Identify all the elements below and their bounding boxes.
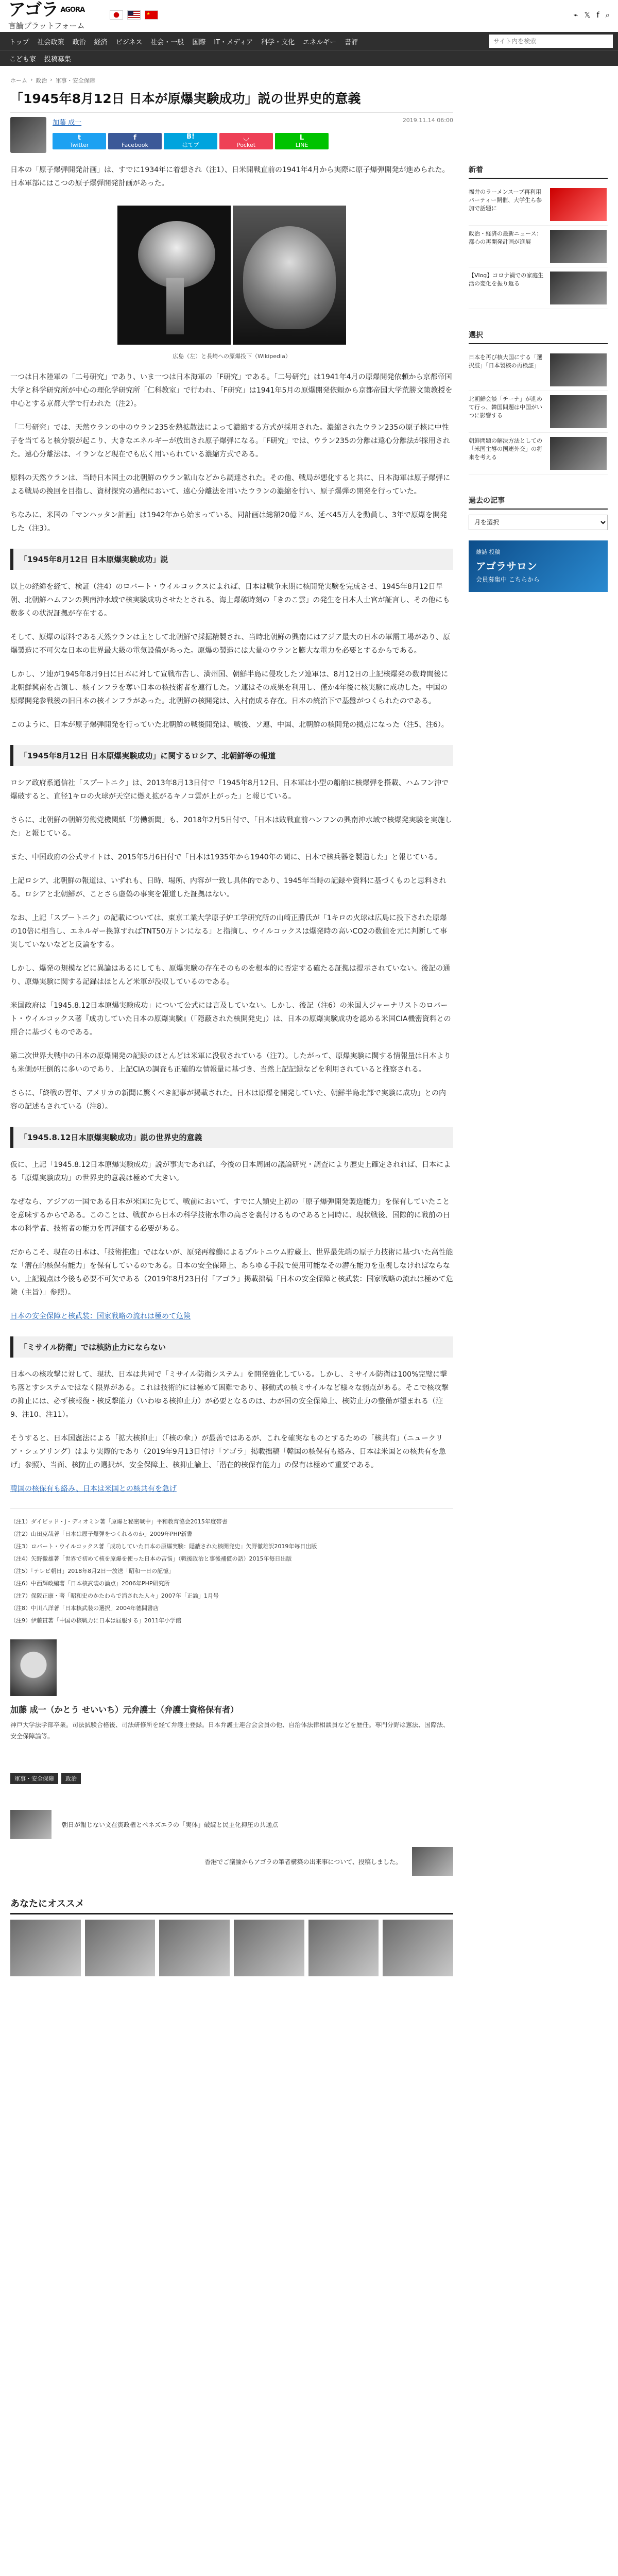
nav-it-media[interactable]: IT・メディア bbox=[214, 38, 253, 46]
twitter-icon: t bbox=[77, 133, 81, 142]
paragraph: そうすると、日本国憲法による「拡大核抑止」（「核の傘」）が最善ではあるが、これを確実なものとするための「核共有」（ニュークリア・シェアリング）はより実際的であり（2019年9月13日付け「アゴラ」掲載拙稿「韓国の核保有も絡み、日本は米国との核共有を急げ」参照）、当面、核防止の選択が、安全保障上、核抑止論上、「潜在的核保有能力」の保有は極めて重要である。 bbox=[10, 1434, 446, 1469]
tag-list bbox=[10, 1773, 453, 1784]
chinese-flag-icon[interactable] bbox=[145, 10, 158, 20]
facebook-icon: f bbox=[133, 133, 136, 142]
section-heading: 「1945年8月12日 日本原爆実験成功」説 bbox=[10, 549, 453, 570]
paragraph: さらに、北朝鮮の朝鮮労働党機関紙「労働新聞」も、2018年2月5日付で、「日本は敗戦直前ハンフンの興南沖水域で核爆発実験を実施した」と報じている。 bbox=[10, 816, 452, 838]
section-heading: 「ミサイル防衛」では核防止力にならない bbox=[10, 1336, 453, 1358]
paragraph: なぜなら、アジアの一国である日本が米国に先じて、戦前において、すでに人類史上初の「原子爆弾開発製造能力」を保有していたことを意味するからである。このことは、戦前から日本の科学技術水準の高さを裏付けるものであると同時に、現状戦後、国際的に戦前の日本の科学者、技術者の能力を再評価する必要がある。 bbox=[10, 1198, 450, 1233]
logo-text: アゴラ bbox=[8, 0, 59, 20]
article-figure bbox=[10, 206, 453, 360]
japanese-flag-icon[interactable] bbox=[110, 10, 123, 20]
paragraph: ちなみに、米国の「マンハッタン計画」は1942年から始まっている。同計画は総額20億ドル、延べ45万人を動員し、3年で原爆を開発した（注3）。 bbox=[10, 511, 448, 533]
paragraph: 第二次世界大戦中の日本の原爆開発の記録のほとんどは米軍に没収されている（注7）。したがって、原爆実験に関する情報量は日本よりも米側が圧倒的に多いのであり、上記CIAの調査も正確的な情報量に基づき、当然上記記録などを利用されていると推察される。 bbox=[10, 1052, 451, 1074]
inline-article-link[interactable]: 韓国の核保有も絡み、日本は米国との核共有を急げ bbox=[10, 1485, 177, 1493]
site-header bbox=[0, 0, 618, 66]
search-input[interactable] bbox=[489, 35, 613, 48]
paragraph: 「二号研究」では、天然ウランの中のウラン235を熱拡散法によって濃縮する方式が採用された。濃縮されたウラン235の原子核に中性子を当てると核分裂が起こり、大きなエネルギーが放出され原子爆弾になる。「F研究」では、ウラン235の分離は遠心分離法が採用された。遠心分離法は、イランなど現在でも広く用いられている濃縮方式である。 bbox=[10, 423, 450, 459]
footnote: （注7）保阪正康・著「昭和史のかたわらで消された人々」2007年「正論」1月号 bbox=[10, 1592, 219, 1599]
paragraph: だからこそ、現在の日本は、「技術推進」ではないが、原発再稼働によるプルトニウム貯蔵上、世界最先端の原子力技術に基づいた高性能な「潜在的核保有能力」を保有しているのである。日本の安全保障上、あらゆる手段で使用可能なその潜在能力を重視しなければならない。上記観点は今後も必要不可欠である（2019年8月23日付「アゴラ」掲載拙稿「日本の安全保障と核武装：国家戦略の流れは極めて危険（主旨）」参照）。 bbox=[10, 1248, 453, 1297]
nav-top[interactable]: トップ bbox=[9, 38, 29, 46]
nav-society[interactable]: 社会・一般 bbox=[150, 38, 184, 46]
nagasaki-image bbox=[233, 206, 346, 345]
sidebar bbox=[469, 84, 608, 1976]
rss-icon[interactable]: ⌁ bbox=[573, 10, 578, 20]
nav-business[interactable]: ビジネス bbox=[115, 38, 143, 46]
sidebar-featured-item[interactable]: 朝鮮問題の解決方法としての「米国主導の国連外交」の将来を考える bbox=[469, 433, 608, 474]
sidebar-news-item[interactable]: 政治・経済の最新ニュース：都心の再開発計画が進展 bbox=[469, 226, 608, 267]
news-thumbnail bbox=[550, 272, 607, 304]
site-logo[interactable] bbox=[8, 1, 85, 31]
pocket-icon: ◡ bbox=[244, 133, 249, 142]
author-profile bbox=[10, 1639, 453, 1742]
paragraph: なお、上記「スプートニク」の記載については、東京工業大学原子炉工学研究所の山崎正勝氏が「1キロの火球は広島に投下された原爆の10倍に相当し、エネルギー換算すればTNT50万トンになる」と指摘し、ウイルコックスは爆発時の高いCO2の数値を元に判断して事実していないなどと反論をする。 bbox=[10, 914, 448, 949]
related-title: 香港でご議論からアゴラの筆者構築の出来事について、投稿しました。 bbox=[204, 1858, 402, 1866]
share-buttons bbox=[53, 133, 453, 149]
share-twitter-button[interactable]: t Twitter bbox=[53, 133, 106, 149]
sub-nav bbox=[0, 50, 618, 66]
sidebar-archive-heading: 過去の記事 bbox=[469, 495, 608, 510]
sidebar-featured-item[interactable]: 北朝鮮会談「チーナ」が進めて行っ、韓国問題は中国がいつに影響する bbox=[469, 391, 608, 433]
nav-submit[interactable]: 投稿募集 bbox=[44, 56, 72, 63]
related-articles bbox=[10, 1810, 453, 1876]
author-link[interactable]: 加藤 成一 bbox=[53, 119, 82, 127]
nav-social-policy[interactable]: 社会政策 bbox=[37, 38, 64, 46]
nav-kodomo[interactable]: こども家 bbox=[9, 56, 37, 63]
footnote: （注2）山田克哉著「日本は原子爆弾をつくれるのか」2009年PHP新書 bbox=[10, 1531, 193, 1537]
footnote: （注8）中川八洋著「日本核武装の選択」2004年德間書店 bbox=[10, 1605, 159, 1612]
author-avatar[interactable] bbox=[10, 117, 46, 153]
site-subtitle: 言論プラットフォーム bbox=[8, 21, 85, 31]
facebook-icon[interactable]: f bbox=[596, 10, 599, 20]
nav-science[interactable]: 科学・文化 bbox=[261, 38, 295, 46]
profile-name: 加藤 成一（かとう せいいち）元弁護士（弁護士資格保有者） bbox=[10, 1705, 239, 1715]
related-thumbnail bbox=[412, 1847, 453, 1876]
recommend-card[interactable] bbox=[308, 1920, 379, 1976]
featured-thumbnail bbox=[550, 353, 607, 386]
nav-books[interactable]: 書評 bbox=[345, 38, 358, 46]
breadcrumb: ホーム › 政治 › 軍事・安全保障 bbox=[10, 76, 95, 84]
section-heading: 「1945.8.12日本原爆実験成功」説の世界史的意義 bbox=[10, 1127, 453, 1148]
footnote: （注6）中西輝政編著「日本核武装の論点」2006年PHP研究所 bbox=[10, 1580, 170, 1587]
related-title: 朝日が報じない文在寅政権とペネズエラの「実体」破綻と民主化抑圧の共通点 bbox=[62, 1821, 279, 1828]
related-item[interactable] bbox=[10, 1847, 453, 1876]
article bbox=[10, 84, 453, 1976]
footnote: （注5）「テレビ朝日」2018年8月2日一放送「昭和一日の記憶」 bbox=[10, 1568, 175, 1574]
recommend-card[interactable] bbox=[85, 1920, 156, 1976]
paragraph: そして、原爆の原料である天然ウランは主として北朝鮮で採掘精製され、当時北朝鮮の興南にはアジア最大の日本の軍需工場があり、原爆製造に不可欠な日本の世界最大級の電気設備があった。原爆の製造には大量のウランと膨大な電力を必要とするからである。 bbox=[10, 633, 450, 655]
recommend-card[interactable] bbox=[234, 1920, 304, 1976]
recommend-title: あなたにオススメ bbox=[10, 1896, 453, 1914]
line-icon: L bbox=[299, 133, 304, 142]
nav-energy[interactable]: エネルギー bbox=[303, 38, 337, 46]
salon-banner[interactable]: 雑誌 投稿 アゴラサロン 会員募集中 こちらから bbox=[469, 540, 608, 592]
english-flag-icon[interactable] bbox=[127, 10, 141, 20]
paragraph: 米国政府は「1945.8.12日本原爆実験成功」について公式には言及していない。しかし、後記（注6）の米国人ジャーナリストのロバート・ウイルコックス著『成功していた日本の原爆実験』（「隠蔽された核開発史」）は、日本の原爆実験成功を認める米国CIA機密資料との照合に基づくものである。 bbox=[10, 1002, 451, 1037]
hiroshima-image bbox=[117, 206, 231, 345]
share-pocket-button[interactable]: ◡ Pocket bbox=[219, 133, 273, 149]
nav-politics[interactable]: 政治 bbox=[72, 38, 86, 46]
archive-month-select[interactable] bbox=[469, 515, 608, 530]
paragraph: しかし、爆発の規模などに異論はあるにしても、原爆実験の存在そのものを根本的に否定する確たる証拠は提示されていない。後記の通り、原爆実験に関する記録はほとんど米軍が没収しているのである。 bbox=[10, 964, 450, 986]
recommend-section bbox=[10, 1896, 453, 1976]
profile-bio: 神戸大学法学部卒業。司法試験合格後、司法研修所を経て弁護士登録。日本弁護士連合会会員の他、自治体法律相談員などを歴任。専門分野は憲法、国際法、安全保障論等。 bbox=[10, 1721, 450, 1740]
footnotes bbox=[10, 1508, 453, 1627]
footnote: （注9）伊藤貫著「中国の核戦力に日本は屈服する」2011年小学館 bbox=[10, 1617, 181, 1624]
paragraph: ロシア政府系通信社「スプートニク」は、2013年8月13日付で「1945年8月12日、日本軍は小型の船舶に核爆弾を搭載、ハムフン沖で爆破すると、直径1キロの火球が天空に燃え拡がるキノコ雲が上がった」と報じている。 bbox=[10, 779, 449, 801]
news-thumbnail bbox=[550, 188, 607, 221]
breadcrumb-politics[interactable]: 政治 bbox=[36, 77, 47, 84]
sidebar-news-heading: 新着 bbox=[469, 164, 608, 179]
paragraph: 一つは日本陸軍の「二号研究」であり、いま一つは日本海軍の「F研究」である。「二号研究」は1941年4月の原爆開発依頼から京都帝国大学と科学研究所が中心の理化学研究所「仁科教室」で行われ、「F研究」は1941年5月の原爆開発依頼から京都帝国大学荒勝文策教授を中心とする京都大学で行われた（注2）。 bbox=[10, 373, 453, 408]
article-title: 「1945年8月12日 日本が原爆実験成功」説の世界史的意義 bbox=[10, 91, 361, 106]
tag-military[interactable]: 軍事・安全保障 bbox=[10, 1773, 58, 1784]
sidebar-news-item[interactable]: 【Vlog】コロナ禍での家庭生活の変化を振り返る bbox=[469, 267, 608, 309]
breadcrumb-home[interactable]: ホーム bbox=[10, 77, 27, 84]
sidebar-featured-item[interactable]: 日本を再び核大国にする「選択肢」「日本製核の再検証」 bbox=[469, 349, 608, 391]
figure-caption: 広島（左）と長崎への原爆投下（Wikipedia） bbox=[173, 353, 291, 360]
share-hatena-button[interactable]: B! はてブ bbox=[164, 133, 217, 149]
featured-thumbnail bbox=[550, 395, 607, 428]
hatena-icon: B! bbox=[186, 133, 195, 141]
share-line-button[interactable]: L LINE bbox=[275, 133, 329, 149]
recommend-card[interactable] bbox=[10, 1920, 81, 1976]
sidebar-news-item[interactable]: 福井のラーメンスープ再利用パーティー開催、大学生ら参加で話題に bbox=[469, 184, 608, 226]
breadcrumb-military[interactable]: 軍事・安全保障 bbox=[55, 77, 95, 84]
nav-economy[interactable]: 経済 bbox=[94, 38, 108, 46]
paragraph: また、中国政府の公式サイトは、2015年5月6日付で「日本は1935年から1940年の間に、日本で核兵器を製造した」と報じている。 bbox=[10, 853, 442, 861]
logo-en: AGORA bbox=[60, 6, 85, 14]
featured-thumbnail bbox=[550, 437, 607, 470]
footnote: （注3）ロバート・ウイルコックス著「成功していた日本の原爆実験：隠蔽された核開発史」矢野徹雄訳2019年毎日出版 bbox=[10, 1543, 317, 1550]
section-heading: 「1945年8月12日 日本原爆実験成功」に関するロシア、北朝鮮等の報道 bbox=[10, 745, 453, 766]
paragraph: 上記ロシア、北朝鮮の報道は、いずれも、日時、場所、内容が一致し具体的であり、1945年当時の記録や資料に基づくものと思料される。ロシアと北朝鮮が、ことさら虚偽の事実を報道した証拠はない。 bbox=[10, 877, 447, 899]
paragraph: 日本への核攻撃に対して、現状、日本は共同で「ミサイル防衛システム」を開発強化している。しかし、ミサイル防衛は100%完璧に撃ち落とすシステムではなく限界がある。これは技術的には極めて困難であり、移動式の核ミサイルなど様々な弱点がある。そこで核攻撃の抑止には、必ず核報復・核反撃能力（いわゆる核抑止力）が必要となるのは、わが国の安全保障上、核防止力の整備が望まれる（注9、注10、注11）。 bbox=[10, 1370, 449, 1419]
search-icon[interactable]: ⌕ bbox=[605, 10, 610, 20]
recommend-card[interactable] bbox=[383, 1920, 453, 1976]
author-photo bbox=[10, 1639, 57, 1696]
tag-politics[interactable]: 政治 bbox=[61, 1773, 81, 1784]
inline-article-link[interactable]: 日本の安全保障と核武装：国家戦略の流れは極めて危険 bbox=[10, 1312, 191, 1320]
intro-paragraph: 日本の「原子爆弾開発計画」は、すでに1934年に着想され（注1）、日米開戦直前の1941年4月から実際に原子爆弾開発が進められた。日本軍部にはこつの原子爆弾開発計画があった。 bbox=[10, 166, 450, 188]
paragraph: さらに、「終戦の習年、アメリカの新聞に驚くべき記事が掲載された。日本は原爆を開発していた、朝鮮半島北部で実験に成功」との内容の記述もされている（注8）。 bbox=[10, 1089, 447, 1111]
share-facebook-button[interactable]: f Facebook bbox=[108, 133, 162, 149]
footnote: （注1）ダイビッド・J・ディオミン著「原爆と秘密戦中」平和教育協会2015年度帯書 bbox=[10, 1518, 228, 1525]
main-nav bbox=[0, 32, 618, 50]
nav-international[interactable]: 国際 bbox=[192, 38, 206, 46]
sidebar-featured-heading: 選択 bbox=[469, 330, 608, 344]
related-thumbnail bbox=[10, 1810, 52, 1839]
related-item[interactable] bbox=[10, 1810, 453, 1839]
twitter-icon[interactable]: 𝕏 bbox=[584, 10, 591, 20]
footnote: （注4）矢野徹雄著「世界で初めて核を原爆を使った日本の苦悩」（戦後政治と事後補償の話）2015年毎日出版 bbox=[10, 1555, 292, 1562]
paragraph: 仮に、上記「1945.8.12日本原爆実験成功」説が事実であれば、今後の日本周囲の議論研究・調査により歴史上確定されれば、日本による「原爆実験成功」の世界史的意義は極めて大きい。 bbox=[10, 1161, 451, 1182]
paragraph: しかし、ソ連が1945年8月9日に日本に対して宣戦布告し、満州国、朝鮮半島に侵攻したソ連軍は、8月12日の上記核爆発の数時間後に北朝鮮興南を占領し、核インフラを奪い日本の核技術者を連行した。ソ連はその成果を利用し、僅か4年後に核実験に成功した。中国の原爆開発参戦後の旧日本の核インフラがあった。北朝鮮の核開発は、入村南成る存在。日本の統治下で基盤がつくられたのである。 bbox=[10, 670, 449, 705]
paragraph: 原料の天然ウランは、当時日本国土の北朝鮮のウラン鉱山などから調達された。その他、戦局が悪化すると共に、日本海軍は原子爆弾による戦局の挽回を目指し、資材探究の過程において、遠心分離法を用いたウランの濃縮を行い、原子爆弾の開発を行っていた。 bbox=[10, 474, 450, 496]
paragraph: 以上の経緯を経て、検証（注4）のロバート・ウイルコックスによれば、日本は戦争末期に核開発実験を完成させ、1945年8月12日早朝、北朝鮮ハムフンの興南沖水域で核実験成功させたとされる。海上爆破時刻の「きのこ雲」の発生を日本人士官が証言し、その他にも数多くの状況証拠が存在する。 bbox=[10, 583, 450, 618]
news-thumbnail bbox=[550, 230, 607, 263]
paragraph: このように、日本が原子爆弾開発を行っていた北朝鮮の戦後開発は、戦後、ソ連、中国、北朝鮮の核開発の拠点になった（注5、注6）。 bbox=[10, 721, 449, 729]
post-date: 2019.11.14 06:00 bbox=[402, 117, 453, 124]
recommend-card[interactable] bbox=[159, 1920, 230, 1976]
